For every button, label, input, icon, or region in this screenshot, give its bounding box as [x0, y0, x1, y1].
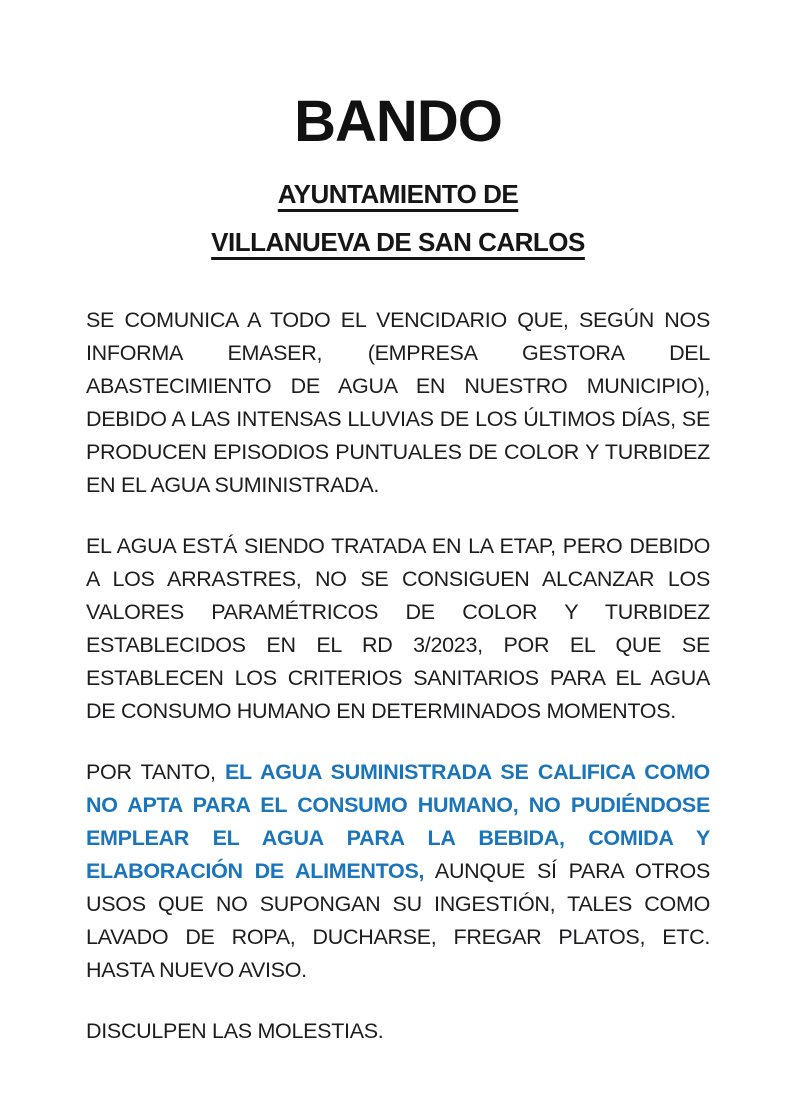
restriction-highlight-text: EL AGUA SUMINISTRADA SE CALIFICA COMO NO APTA PARA EL CONSUMO HUMANO, NO PUDIÉNDOSE EMPLEAR EL AGUA PARA LA BEBIDA, COMIDA Y ELABORACIÓN DE ALIMENTOS, [86, 760, 710, 884]
restriction-prefix-text: POR TANTO, [86, 760, 226, 785]
closing-line: DISCULPEN LAS MOLESTIAS. [86, 1019, 384, 1044]
paragraph-restriction [86, 756, 710, 987]
document-body [86, 304, 710, 1048]
document-title: BANDO [294, 89, 502, 154]
restriction-suffix-text: AUNQUE SÍ PARA OTROS USOS QUE NO SUPONGAN SU INGESTIÓN, TALES COMO LAVADO DE ROPA, DUCHARSE, FREGAR PLATOS, ETC. HASTA NUEVO AVISO. [86, 859, 710, 983]
paragraph-intro: SE COMUNICA A TODO EL VENCIDARIO QUE, SEGÚN NOS INFORMA EMASER, (EMPRESA GESTORA DEL ABASTECIMIENTO DE AGUA EN NUESTRO MUNICIPIO), DEBIDO A LAS INTENSAS LLUVIAS DE LOS ÚLTIMOS DÍAS, SE PRODUCEN EPISODIOS PUNTUALES DE COLOR Y TURBIDEZ EN EL AGUA SUMINISTRADA. [86, 308, 710, 498]
issuer-line-2: VILLANUEVA DE SAN CARLOS [211, 227, 585, 258]
paragraph-treatment: EL AGUA ESTÁ SIENDO TRATADA EN LA ETAP, PERO DEBIDO A LOS ARRASTRES, NO SE CONSIGUEN ALCANZAR LOS VALORES PARAMÉTRICOS DE COLOR Y TURBIDEZ ESTABLECIDOS EN EL RD 3/2023, POR EL QUE SE ESTABLECEN LOS CRITERIOS SANITARIOS PARA EL AGUA DE CONSUMO HUMANO EN DETERMINADOS MOMENTOS. [86, 534, 710, 724]
issuer-line-1: AYUNTAMIENTO DE [277, 178, 519, 209]
